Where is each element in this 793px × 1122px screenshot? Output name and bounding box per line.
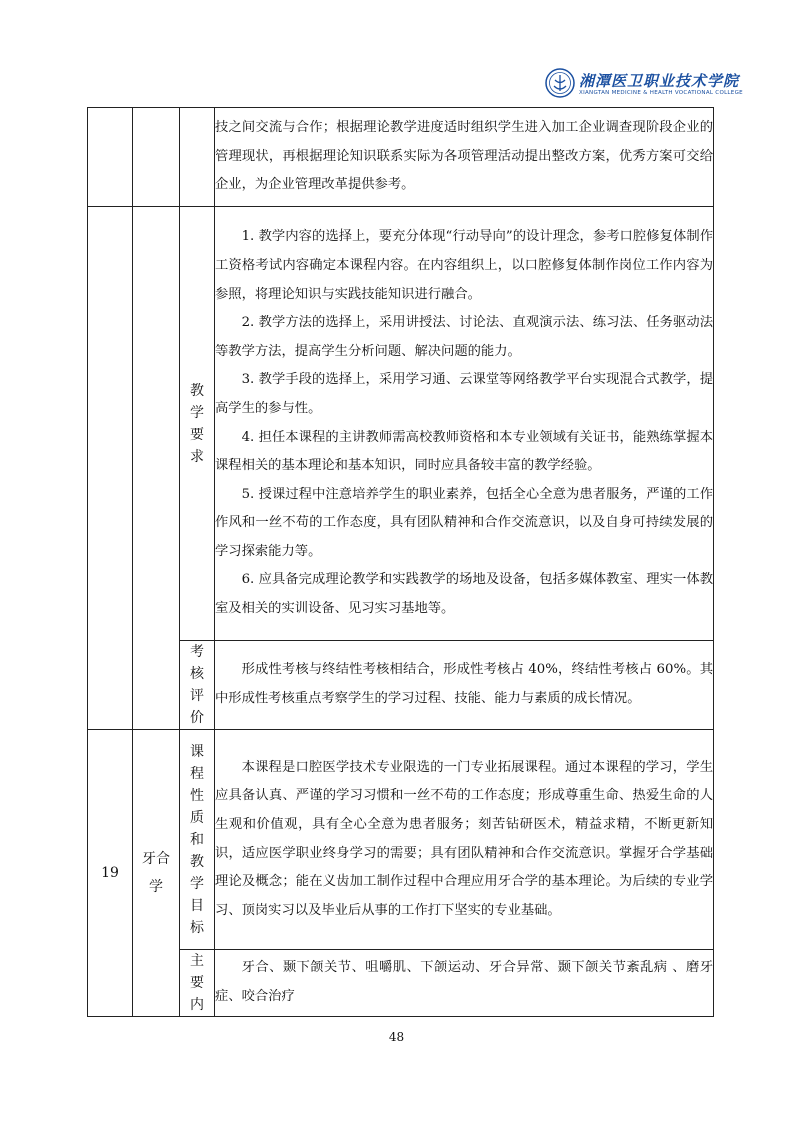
continued-text: 技之间交流与合作；根据理论教学进度适时组织学生进入加工企业调查现阶段企业的管理现状，再根据理论知识联系实际为各项管理活动提出整改方案，优秀方案可交给企业，为企业管理改革提供参考。 — [215, 120, 713, 193]
requirement-item: 3. 教学手段的选择上，采用学习通、云课堂等网络教学平台实现混合式教学，提高学生的参与性。 — [215, 372, 713, 416]
course-nature-text: 本课程是口腔医学技术专业限选的一门专业拓展课程。通过本课程的学习，学生应具备认真、严谨的学习习惯和一丝不苟的工作态度；形成尊重生命、热爱生命的人生观和价值观，具有全心全意为患者服务；刻苦钻研医术，精益求精，不断更新知识，适应医学职业终身学习的需要；具有团队精神和合作交流意识。掌握牙合学基础理论及概念；能在义齿加工制作过程中合理应用牙合学的基本理论。为后续的专业学习、顶岗实习以及毕业后从事的工作打下坚实的专业基础。 — [215, 759, 713, 918]
requirement-item: 1. 教学内容的选择上，要充分体现“行动导向”的设计理念，参考口腔修复体制作工资格考试内容确定本课程内容。在内容组织上，以口腔修复体制作岗位工作内容为参照，将理论知识与实践技能知识进行融合。 — [215, 229, 713, 302]
college-name-en: XIANGTAN MEDICINE & HEALTH VOCATIONAL COLLEGE — [579, 90, 743, 96]
college-name-cn: 湘潭医卫职业技术学院 — [579, 72, 740, 90]
course-table — [87, 107, 714, 1017]
main-content-text: 牙合、颞下颌关节、咀嚼肌、下颌运动、牙合异常、颞下颌关节紊乱病 、磨牙症、咬合治疗 — [215, 960, 713, 1004]
course-nature-label: 课程性质和教学目标 — [180, 730, 215, 950]
course-nature-content — [215, 730, 714, 950]
table-row-continued — [88, 108, 714, 207]
assessment-content — [215, 641, 714, 730]
page-number: 48 — [388, 1030, 405, 1044]
course-name: 牙合学 — [133, 730, 180, 1017]
table-row-course-nature — [88, 730, 714, 950]
empty-cell — [180, 108, 215, 207]
requirement-item: 5. 授课过程中注意培养学生的职业素养，包括全心全意为患者服务，严谨的工作作风和一丝不苟的工作态度，具有团队精神和合作交流意识，以及自身可持续发展的学习探索能力等。 — [215, 486, 713, 559]
assessment-label: 考核评价 — [180, 641, 215, 730]
empty-cell — [133, 108, 180, 207]
table-row-teaching-requirements — [88, 207, 714, 641]
continued-content — [215, 108, 714, 207]
teaching-requirements-label: 教学要求 — [180, 207, 215, 641]
college-logo — [545, 58, 743, 108]
main-content-label: 主要内 — [180, 950, 215, 1017]
requirement-item: 4. 担任本课程的主讲教师需高校教师资格和本专业领域有关证书，能熟练掌握本课程相关的基本理论和基本知识，同时应具备较丰富的教学经验。 — [215, 429, 713, 474]
college-emblem-icon — [545, 68, 575, 98]
teaching-requirements-content — [215, 207, 714, 641]
empty-cell — [88, 207, 133, 730]
table-row-assessment — [88, 641, 714, 730]
requirement-item: 2. 教学方法的选择上，采用讲授法、讨论法、直观演示法、练习法、任务驱动法等教学方法，提高学生分析问题、解决问题的能力。 — [215, 315, 713, 359]
table-row-main-content — [88, 950, 714, 1017]
requirement-item: 6. 应具备完成理论教学和实践教学的场地及设备，包括多媒体教室、理实一体教室及相关的实训设备、见习实习基地等。 — [215, 572, 713, 617]
course-number: 19 — [88, 730, 133, 1017]
empty-cell — [133, 207, 180, 730]
assessment-text: 形成性考核与终结性考核相结合，形成性考核占 40%，终结性考核占 60%。其中形成性考核重点考察学生的学习过程、技能、能力与素质的成长情况。 — [215, 662, 713, 706]
main-content — [215, 950, 714, 1017]
empty-cell — [88, 108, 133, 207]
